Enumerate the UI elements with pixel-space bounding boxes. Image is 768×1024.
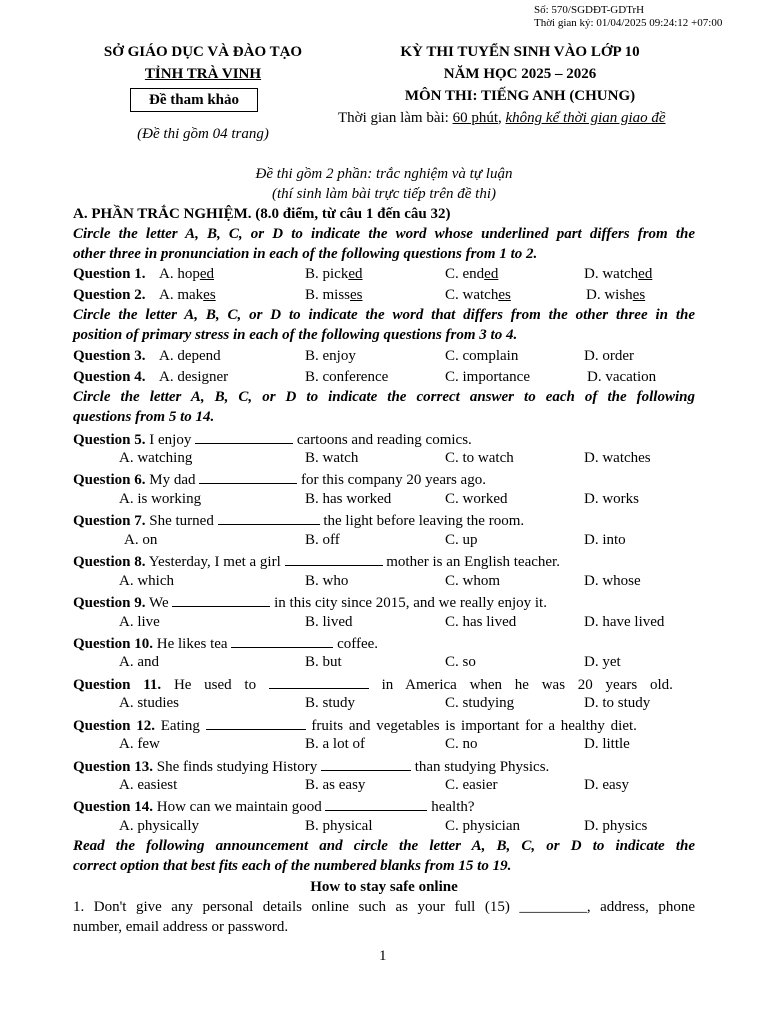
instruction-3-line-2: questions from 5 to 14. [73,409,215,425]
instruction-4-line-1: Read the following announcement and circle the letter A, B, C, or D to indicate the [73,838,695,854]
question-4-option-c[interactable]: C. importance [445,369,530,385]
instruction-2-line-2: position of primary stress in each of the following questions from 3 to 4. [73,327,518,343]
question-5-option-b[interactable]: B. watch [305,450,359,466]
reading-title: How to stay safe online [310,879,458,895]
question-6-option-b[interactable]: B. has worked [305,491,392,507]
question-10-option-a[interactable]: A. and [119,654,159,670]
question-7-option-a[interactable]: A. on [124,532,158,548]
question-6-option-d[interactable]: D. works [584,491,639,507]
question-12-option-a[interactable]: A. few [119,736,160,752]
exam-structure-note: Đề thi gồm 2 phần: trắc nghiệm và tự luận [255,166,513,182]
question-13-option-c[interactable]: C. easier [445,777,498,793]
question-3-option-a[interactable]: A. depend [159,348,221,364]
reference-exam-box: Đề tham khảo [130,91,258,109]
question-11-stem: Question 11. He used to in America when he was 20 years old. [73,677,673,693]
instruction-1-line-1: Circle the letter A, B, C, or D to indicate the word whose underlined part differs from the [73,226,695,242]
question-14-blank[interactable] [325,797,427,811]
exam-title: KỲ THI TUYỂN SINH VÀO LỚP 10 [400,44,640,60]
question-10-option-c[interactable]: C. so [445,654,476,670]
question-5-option-d[interactable]: D. watches [584,450,651,466]
question-2-label: Question 2. [73,287,146,303]
question-1-option-c[interactable]: C. ended [445,266,499,282]
question-13-option-a[interactable]: A. easiest [119,777,178,793]
question-13-option-d[interactable]: D. easy [584,777,629,793]
question-12-blank[interactable] [206,716,306,730]
question-6-option-a[interactable]: A. is working [119,491,202,507]
question-5-option-a[interactable]: A. watching [119,450,193,466]
school-year: NĂM HỌC 2025 – 2026 [443,66,597,82]
document-number: Số: 570/SGDĐT-GDTrH [534,4,645,16]
question-8-option-b[interactable]: B. who [305,573,349,589]
instruction-3-line-1: Circle the letter A, B, C, or D to indicate the correct answer to each of the following [73,389,695,405]
question-7-stem: Question 7. She turned the light before leaving the room. [73,513,525,529]
question-5-stem: Question 5. I enjoy cartoons and reading comics. [73,432,472,448]
exam-duration: Thời gian làm bài: 60 phút, không kể thời gian giao đề [338,110,666,126]
question-14-stem: Question 14. How can we maintain good health? [73,799,475,815]
direct-answer-note: (thí sinh làm bài trực tiếp trên đề thi) [272,186,496,202]
question-12-option-d[interactable]: D. little [584,736,630,752]
signing-time: Thời gian ký: 01/04/2025 09:24:12 +07:00 [534,17,723,29]
question-9-stem: Question 9. We in this city since 2015, and we really enjoy it. [73,595,547,611]
question-8-option-a[interactable]: A. which [119,573,174,589]
question-11-blank[interactable] [269,675,369,689]
question-11-option-c[interactable]: C. studying [445,695,515,711]
question-14-option-a[interactable]: A. physically [119,818,199,834]
question-4-label: Question 4. [73,369,146,385]
question-10-option-b[interactable]: B. but [305,654,342,670]
question-10-stem: Question 10. He likes tea coffee. [73,636,379,652]
question-7-blank[interactable] [218,511,320,525]
question-3-option-d[interactable]: D. order [584,348,634,364]
question-11-option-d[interactable]: D. to study [584,695,651,711]
question-13-option-b[interactable]: B. as easy [305,777,366,793]
question-10-blank[interactable] [231,634,333,648]
question-9-option-c[interactable]: C. has lived [445,614,517,630]
question-2-option-c[interactable]: C. watches [445,287,511,303]
question-5-option-c[interactable]: C. to watch [445,450,514,466]
question-2-option-a[interactable]: A. makes [159,287,216,303]
question-4-option-b[interactable]: B. conference [305,369,389,385]
question-3-option-c[interactable]: C. complain [445,348,519,364]
question-14-option-b[interactable]: B. physical [305,818,373,834]
question-6-stem: Question 6. My dad for this company 20 years ago. [73,472,486,488]
instruction-1-line-2: other three in pronunciation in each of the following questions from 1 to 2. [73,246,538,262]
question-7-option-c[interactable]: C. up [445,532,478,548]
question-9-option-d[interactable]: D. have lived [584,614,665,630]
question-1-option-a[interactable]: A. hoped [159,266,215,282]
question-11-option-a[interactable]: A. studies [119,695,179,711]
question-8-stem: Question 8. Yesterday, I met a girl mother is an English teacher. [73,554,560,570]
question-8-option-d[interactable]: D. whose [584,573,641,589]
question-7-option-d[interactable]: D. into [584,532,626,548]
question-1-label: Question 1. [73,266,146,282]
question-9-blank[interactable] [172,593,270,607]
instruction-2-line-1: Circle the letter A, B, C, or D to indicate the word that differs from the other three in the [73,307,695,323]
question-3-option-b[interactable]: B. enjoy [305,348,356,364]
province-name: TỈNH TRÀ VINH [144,66,262,82]
question-12-stem: Question 12. Eating fruits and vegetables is important for a healthy diet. [73,718,637,734]
question-5-blank[interactable] [195,430,293,444]
question-1-option-d[interactable]: D. watched [584,266,653,282]
question-4-option-a[interactable]: A. designer [159,369,229,385]
question-4-option-d[interactable]: D. vacation [587,369,657,385]
question-13-blank[interactable] [321,757,411,771]
reading-paragraph-1-line-2: number, email address or password. [73,919,289,935]
question-12-option-c[interactable]: C. no [445,736,478,752]
exam-subject: MÔN THI: TIẾNG ANH (CHUNG) [404,88,636,104]
question-2-option-d[interactable]: D. wishes [586,287,646,303]
question-1-option-b[interactable]: B. picked [305,266,363,282]
reading-paragraph-1-line-1: 1. Don't give any personal details online such as your full (15) _________, address, phone [73,899,695,915]
page-count-note: (Đề thi gồm 04 trang) [137,126,269,142]
department-name: SỞ GIÁO DỤC VÀ ĐÀO TẠO [103,44,303,60]
question-10-option-d[interactable]: D. yet [584,654,621,670]
question-9-option-b[interactable]: B. lived [305,614,353,630]
instruction-4-line-2: correct option that best fits each of the numbered blanks from 15 to 19. [73,858,512,874]
question-6-option-c[interactable]: C. worked [445,491,508,507]
question-11-option-b[interactable]: B. study [305,695,356,711]
page-number: 1 [379,948,387,964]
question-7-option-b[interactable]: B. off [305,532,340,548]
question-8-blank[interactable] [285,552,383,566]
section-a-heading: A. PHẦN TRẮC NGHIỆM. (8.0 điểm, từ câu 1 đến câu 32) [73,206,451,222]
question-2-option-b[interactable]: B. misses [305,287,363,303]
question-14-option-d[interactable]: D. physics [584,818,648,834]
question-12-option-b[interactable]: B. a lot of [305,736,365,752]
question-9-option-a[interactable]: A. live [119,614,160,630]
question-8-option-c[interactable]: C. whom [445,573,501,589]
question-3-label: Question 3. [73,348,146,364]
question-6-blank[interactable] [199,470,297,484]
question-14-option-c[interactable]: C. physician [445,818,520,834]
question-13-stem: Question 13. She finds studying History than studying Physics. [73,759,550,775]
